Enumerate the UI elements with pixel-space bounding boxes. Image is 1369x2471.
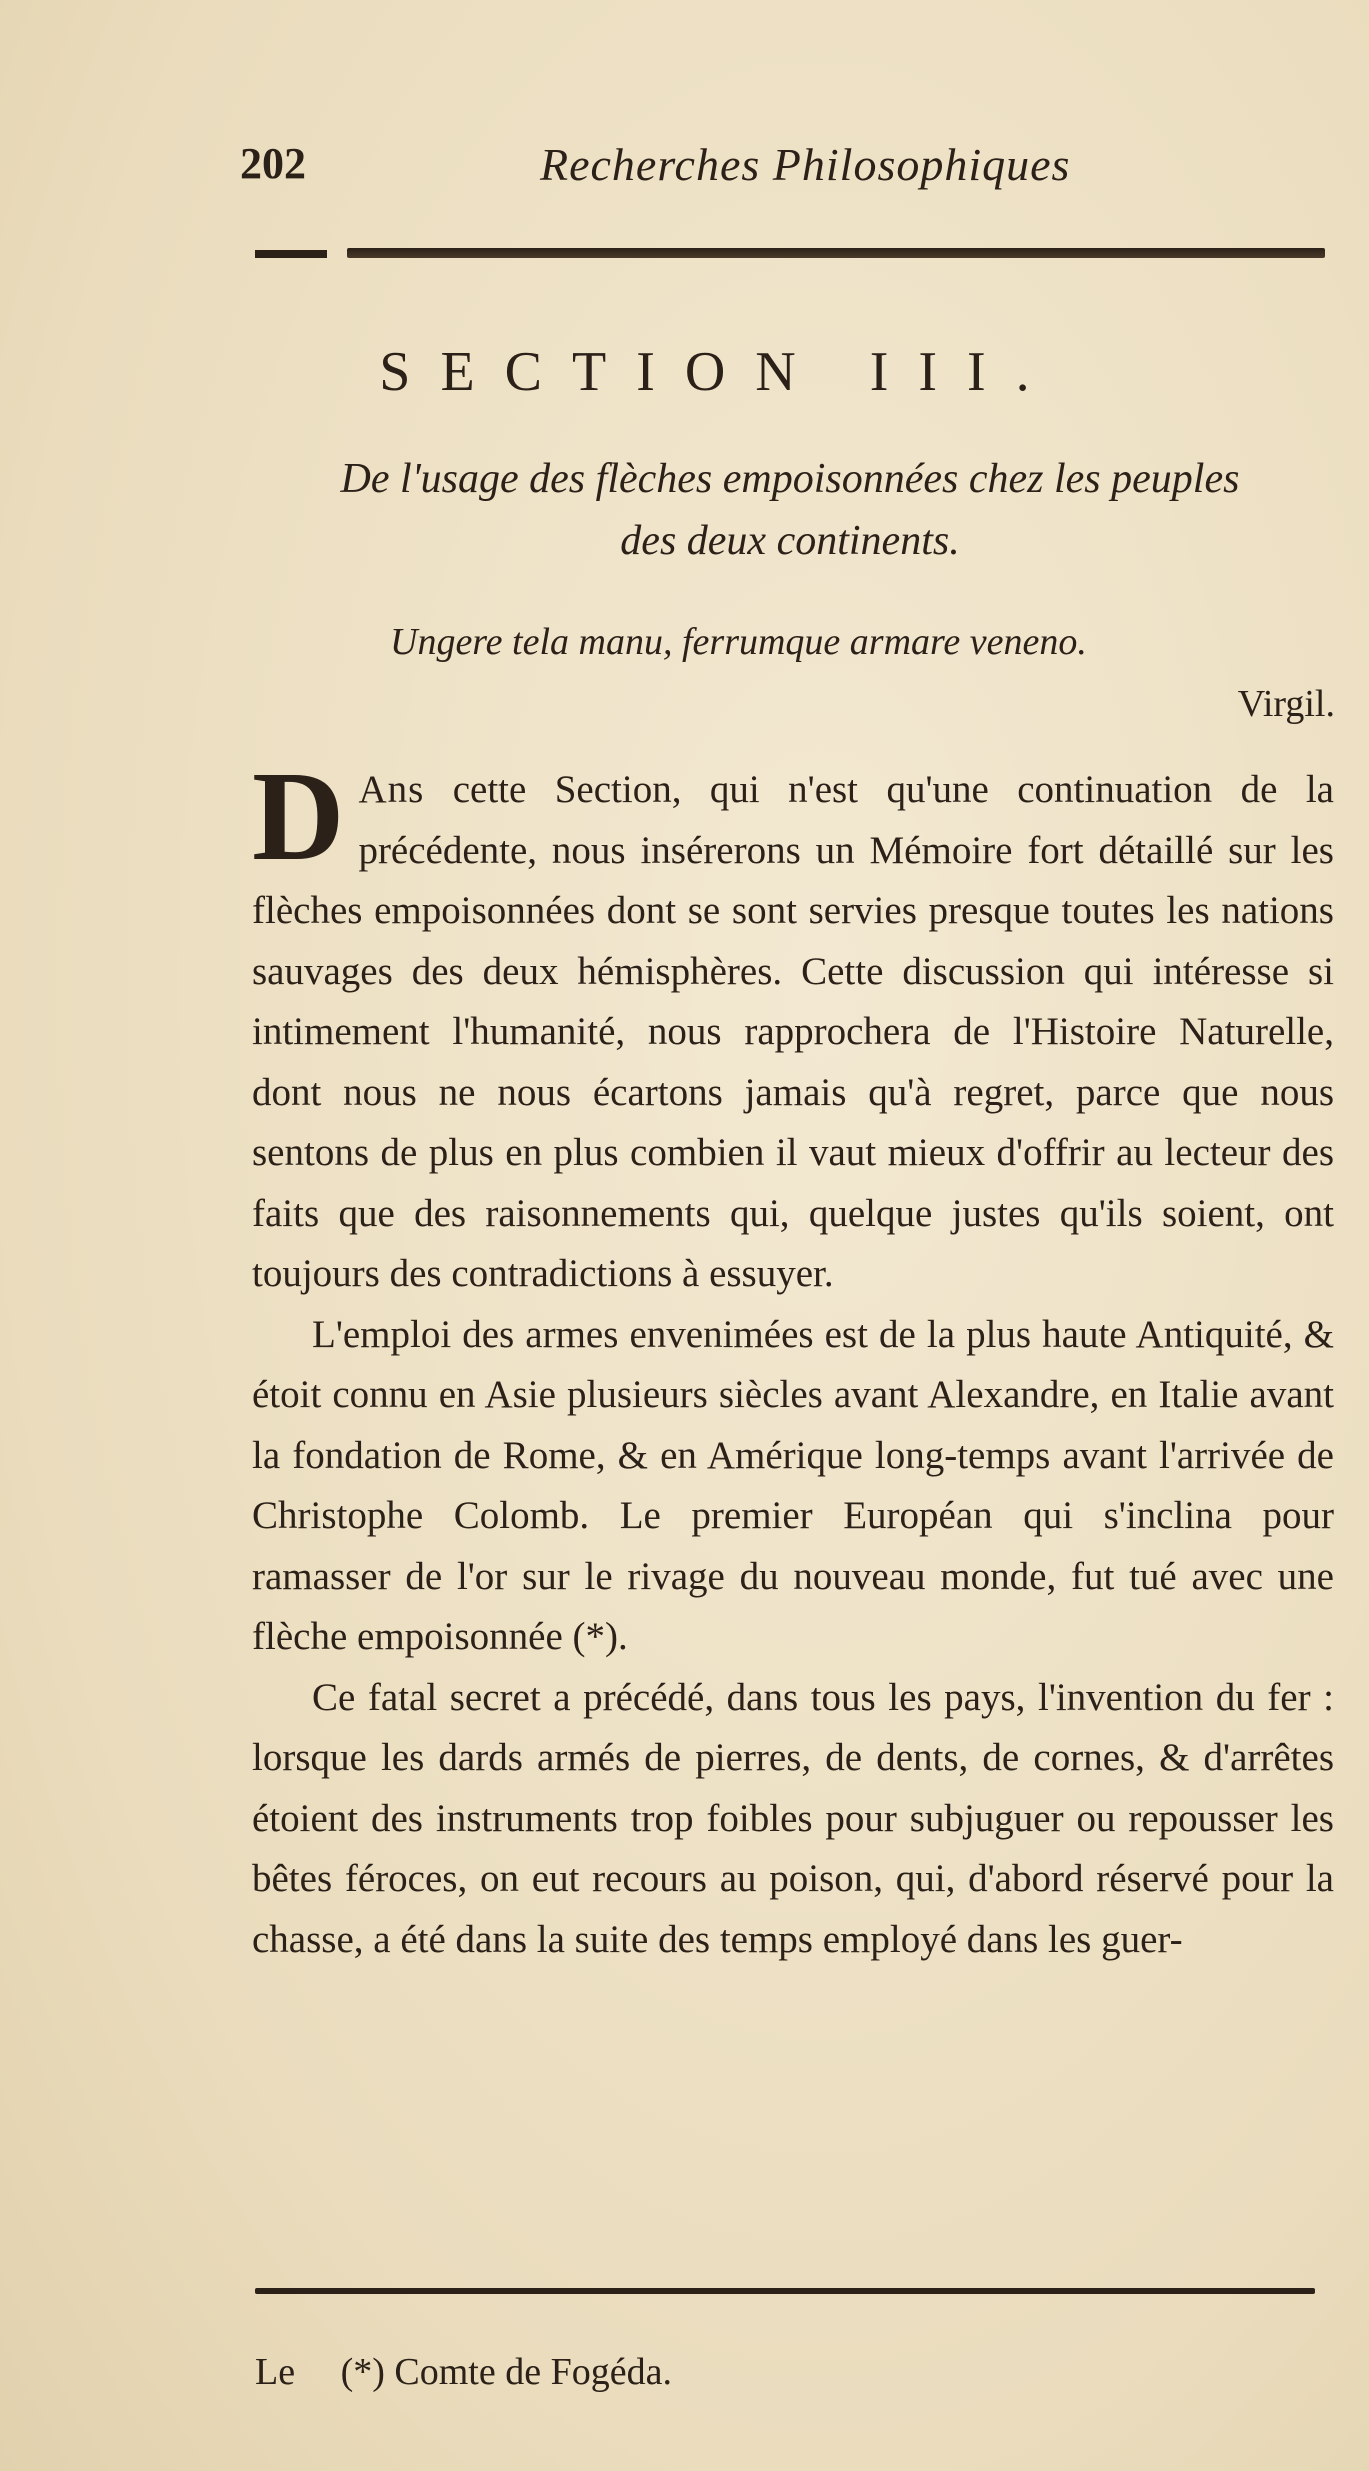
paragraph-2: L'emploi des armes envenimées est de la plus haute Antiquité, & étoit connu en Asie plusieurs siècles avant Alexandre, en Italie avant la fondation de Rome, & en Amérique long-temps avant l'arrivée de Christophe Colomb. Le premier Européan qui s'inclina pour ramasser de l'or sur le rivage du nouveau monde, fut tué avec une flèche empoisonnée (*). — [252, 1312, 1334, 1658]
paragraph-1-text: cette Section, qui n'est qu'une continuation de la précédente, nous insérerons un Mémoire fort détaillé sur les flèches empoisonnées dont se sont servies presque toutes les nations sauvages des deux hémisphères. Cette discussion qui intéresse si intimement l'humanité, nous rapprochera de l'Histoire Naturelle, dont nous ne nous écartons jamais qu'à regret, parce que nous sentons de plus en plus combien il vaut mieux d'offrir au lecteur des faits que des raisonnements qui, quelque justes qu'ils soient, ont toujours des contradictions à essuyer. — [252, 768, 1334, 1295]
page-header — [240, 138, 1330, 208]
footnote-rule — [255, 2288, 1315, 2294]
epigraph-quote: Ungere tela manu, ferrumque armare veneno. — [390, 621, 1087, 663]
epigraph-author: Virgil. — [1237, 683, 1335, 725]
footnote-text: (*) Comte de Fogéda. — [340, 2351, 672, 2393]
drop-cap: D — [252, 745, 345, 887]
header-rule-short — [255, 250, 327, 258]
header-rule-long — [347, 248, 1325, 258]
section-subtitle — [250, 448, 1330, 572]
header-rule — [255, 246, 1325, 262]
body-text — [252, 745, 1334, 1970]
footnote-line — [255, 2350, 672, 2394]
paragraph-1 — [252, 745, 1334, 1305]
running-title: Recherches Philosophiques — [540, 139, 1071, 190]
paragraph-3: Ce fatal secret a précédé, dans tous les pays, l'invention du fer : lorsque les dards armés de pierres, de dents, de cornes, & d'arrêtes étoient des instruments trop foibles pour subjuguer ou repousser les bêtes féroces, on eut recours au poison, qui, d'abord réservé pour la chasse, a été dans la suite des temps employé dans les guer- — [252, 1675, 1334, 1961]
section-heading: SECTION III. — [379, 341, 1060, 403]
catchword: Le — [255, 2351, 296, 2393]
subtitle-line-1: De l'usage des flèches empoisonnées chez les peuples — [340, 456, 1240, 502]
paragraph-1-lead: Ans — [358, 768, 425, 811]
subtitle-line-2: des deux continents. — [620, 518, 960, 564]
page-number: 202 — [240, 139, 306, 188]
